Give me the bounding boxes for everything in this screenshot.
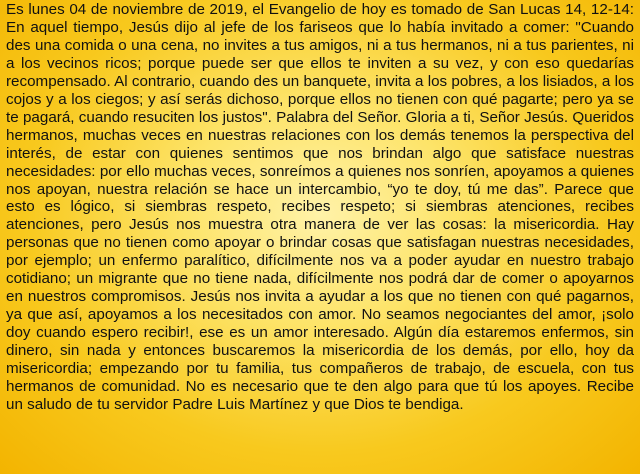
gospel-reflection-paragraph: Es lunes 04 de noviembre de 2019, el Evangelio de hoy es tomado de San Lucas 14, 12-14: En aquel tiempo, Jesús dijo al jefe de los fariseos que lo había invitado a comer: "Cuando des una comida o una cena, no invites a tus amigos, ni a tus hermanos, ni a tus parientes, ni a los vecinos ricos; porque puede ser que ellos te inviten a su vez, y con eso quedarías recompensado. Al contrario, cuando des un banquete, invita a los pobres, a los lisiados, a los cojos y a los ciegos; y así serás dichoso, porque ellos no tienen con qué pagarte; pero ya se te pagará, cuando resuciten los justos". Palabra del Señor. Gloria a ti, Señor Jesús. Queridos hermanos, muchas veces en nuestras relaciones con los demás tenemos la perspectiva del interés, de estar con quienes sentimos que nos brindan algo que satisface nuestras necesidades: por ello muchas veces, sonreímos a quienes nos sonríen, apoyamos a quienes nos apoyan, nuestra relación se hace un intercambio, “yo te doy, tú me das”. Parece que esto es lógico, si siembras respeto, recibes respeto; si siembras atenciones, recibes atenciones, pero Jesús nos muestra otra manera de ver las cosas: la misericordia. Hay personas que no tienen como apoyar o brindar cosas que satisfagan nuestras necesidades, por ejemplo; un enfermo paralítico, difícilmente nos va a poder ayudar en nuestro trabajo cotidiano; un migrante que no tiene nada, difícilmente nos podrá dar de comer o apoyarnos en nuestros compromisos. Jesús nos invita a ayudar a los que no tienen con qué pagarnos, ya que así, apoyamos a los necesitados con amor. No seamos negociantes del amor, ¡solo doy cuando espero recibir!, ese es un amor interesado. Algún día estaremos enfermos, sin dinero, sin nada y entonces buscaremos la misericordia de los demás, por ello, hoy da misericordia; empezando por tu familia, tus compañeros de trabajo, de escuela, con tus hermanos de comunidad. No es necesario que te den algo para que tú los apoyes. Recibe un saludo de tu servidor Padre Luis Martínez y que Dios te bendiga. [6,1,634,413]
